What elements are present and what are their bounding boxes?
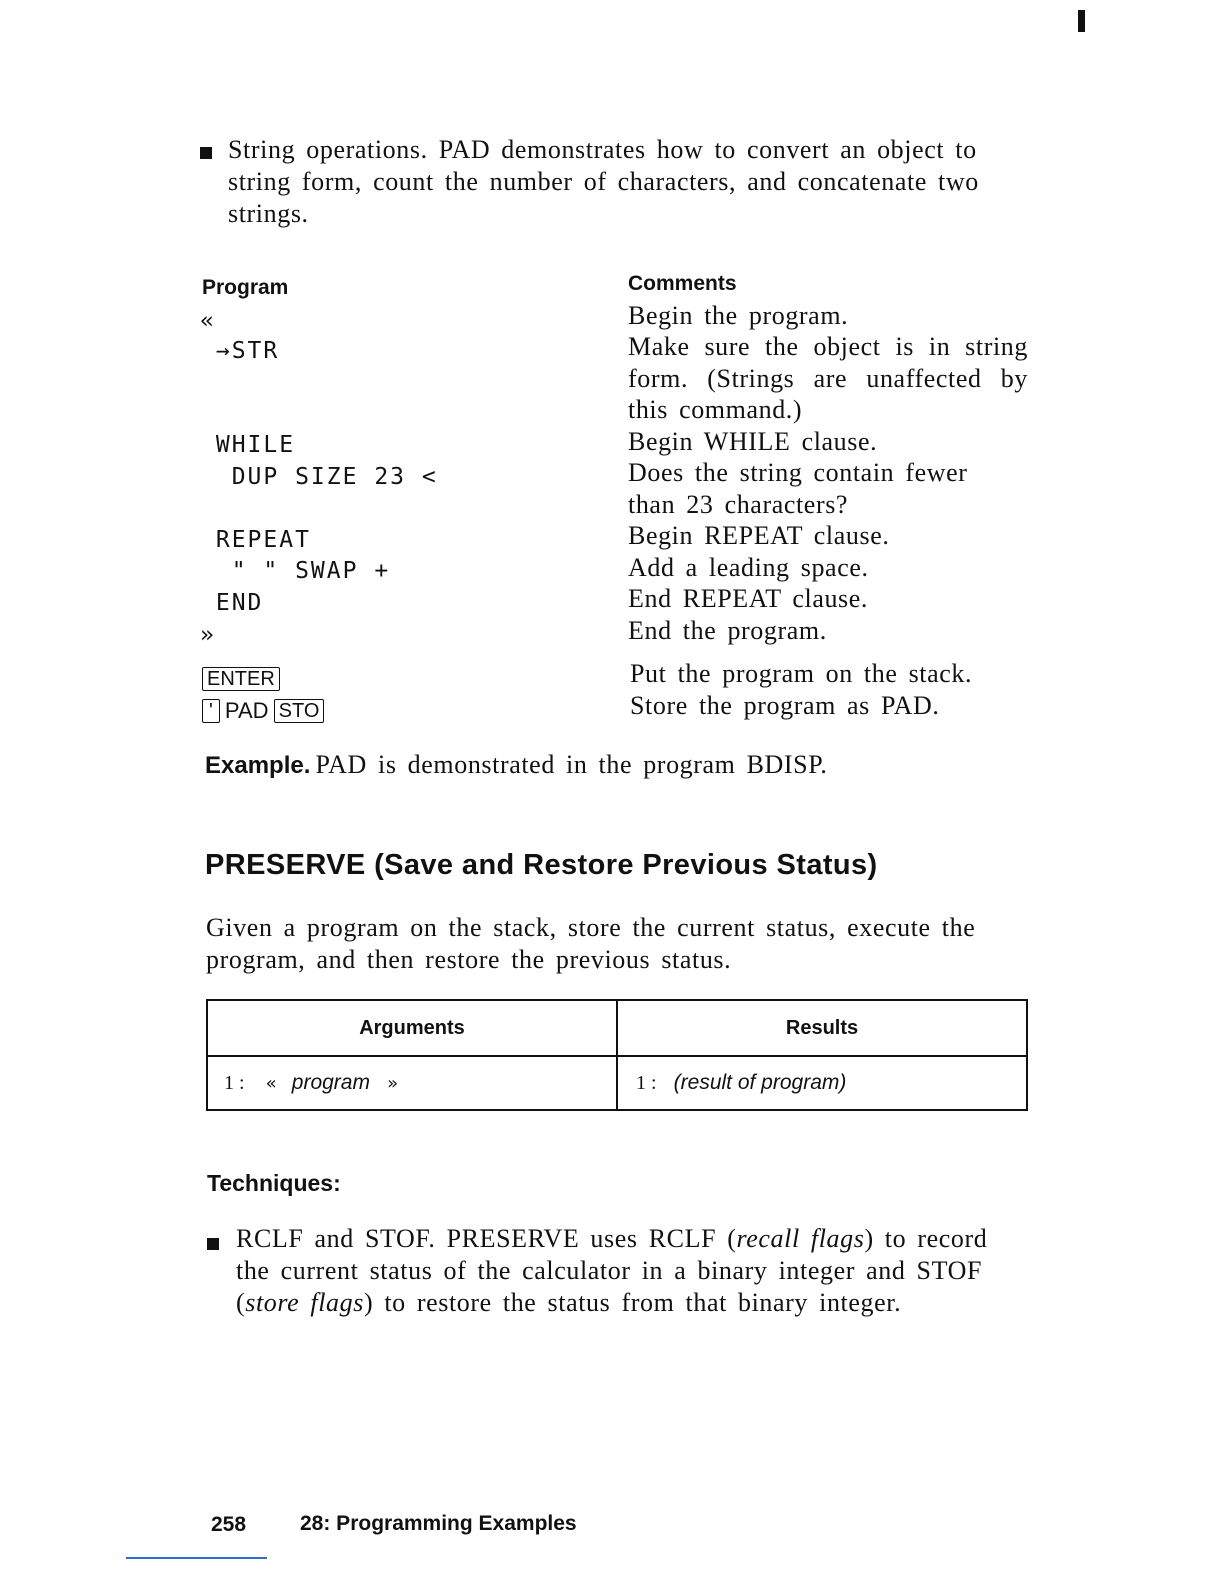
enter-comment: Put the program on the stack. bbox=[630, 659, 973, 688]
stof-italic: store flags bbox=[245, 1288, 364, 1317]
chapter-title: 28: Programming Examples bbox=[300, 1512, 577, 1535]
arguments-header: Arguments bbox=[207, 1000, 617, 1056]
comments-header: Comments bbox=[628, 272, 737, 295]
bullet-icon bbox=[207, 1238, 219, 1250]
rclf-italic: recall flags bbox=[736, 1224, 865, 1253]
arg-level: 1 : bbox=[224, 1072, 245, 1094]
footer-rule bbox=[126, 1557, 267, 1559]
program-line: " " SWAP + bbox=[200, 558, 391, 584]
rclf-text-lead: RCLF and STOF. PRESERVE uses RCLF ( bbox=[236, 1224, 737, 1253]
page-number: 258 bbox=[211, 1513, 247, 1536]
comment-line: End the program. bbox=[628, 616, 827, 645]
result-value: (result of program) bbox=[673, 1071, 847, 1094]
program-line: REPEAT bbox=[200, 527, 311, 553]
store-comment: Store the program as PAD. bbox=[630, 691, 940, 720]
program-line: →STR bbox=[200, 338, 280, 364]
program-header: Program bbox=[202, 276, 289, 299]
arg-close-delimiter: » bbox=[387, 1073, 399, 1094]
comment-line: Add a leading space. bbox=[628, 553, 869, 582]
enter-keystroke-row bbox=[202, 667, 280, 691]
rclf-text-mid: ) to record the current status of the calculator in a binary integer and STOF ( bbox=[236, 1224, 988, 1317]
program-line: WHILE bbox=[200, 432, 296, 458]
stack-diagram-table bbox=[206, 999, 1028, 1111]
comment-line: Begin WHILE clause. bbox=[628, 427, 878, 456]
comment-line: Begin REPEAT clause. bbox=[628, 521, 890, 550]
comment-line: Make sure the object is in string form. (Strings are unaffected by this command.) bbox=[628, 332, 1028, 424]
example-paragraph bbox=[205, 749, 1035, 781]
arg-open-delimiter: « bbox=[265, 1073, 277, 1094]
comment-line: End REPEAT clause. bbox=[628, 584, 869, 613]
results-header: Results bbox=[617, 1000, 1027, 1056]
program-line: « bbox=[200, 308, 216, 334]
rclf-text-tail: ) to restore the status from that binary integer. bbox=[363, 1288, 902, 1317]
quote-key: ' bbox=[202, 699, 220, 723]
results-cell bbox=[617, 1056, 1027, 1110]
result-level: 1 : bbox=[636, 1072, 657, 1094]
example-label: Example. bbox=[205, 752, 311, 779]
comment-line: Begin the program. bbox=[628, 301, 849, 330]
section-title: PRESERVE (Save and Restore Previous Status) bbox=[205, 849, 878, 881]
margin-mark bbox=[1078, 10, 1085, 32]
arguments-cell bbox=[207, 1056, 617, 1110]
techniques-title: Techniques: bbox=[207, 1170, 341, 1196]
bullet-icon bbox=[200, 147, 212, 159]
sto-key: STO bbox=[274, 699, 325, 723]
comment-line: Does the string contain fewer than 23 characters? bbox=[628, 458, 968, 519]
bullet-rclf-stof bbox=[236, 1223, 1028, 1319]
arg-value: program bbox=[291, 1071, 370, 1094]
program-line: DUP SIZE 23 < bbox=[200, 464, 438, 490]
store-keystroke-row bbox=[202, 698, 324, 724]
example-text: PAD is demonstrated in the program BDISP. bbox=[315, 750, 828, 779]
enter-key: ENTER bbox=[202, 667, 280, 691]
program-line: END bbox=[200, 590, 264, 616]
pad-label: PAD bbox=[224, 698, 269, 723]
bullet-string-operations: String operations. PAD demonstrates how to convert an object to string form, count the number of characters, and concatenate two strings. bbox=[228, 135, 979, 228]
program-line: » bbox=[200, 622, 216, 648]
intro-paragraph: Given a program on the stack, store the current status, execute the program, and then restore the previous status. bbox=[206, 913, 976, 974]
